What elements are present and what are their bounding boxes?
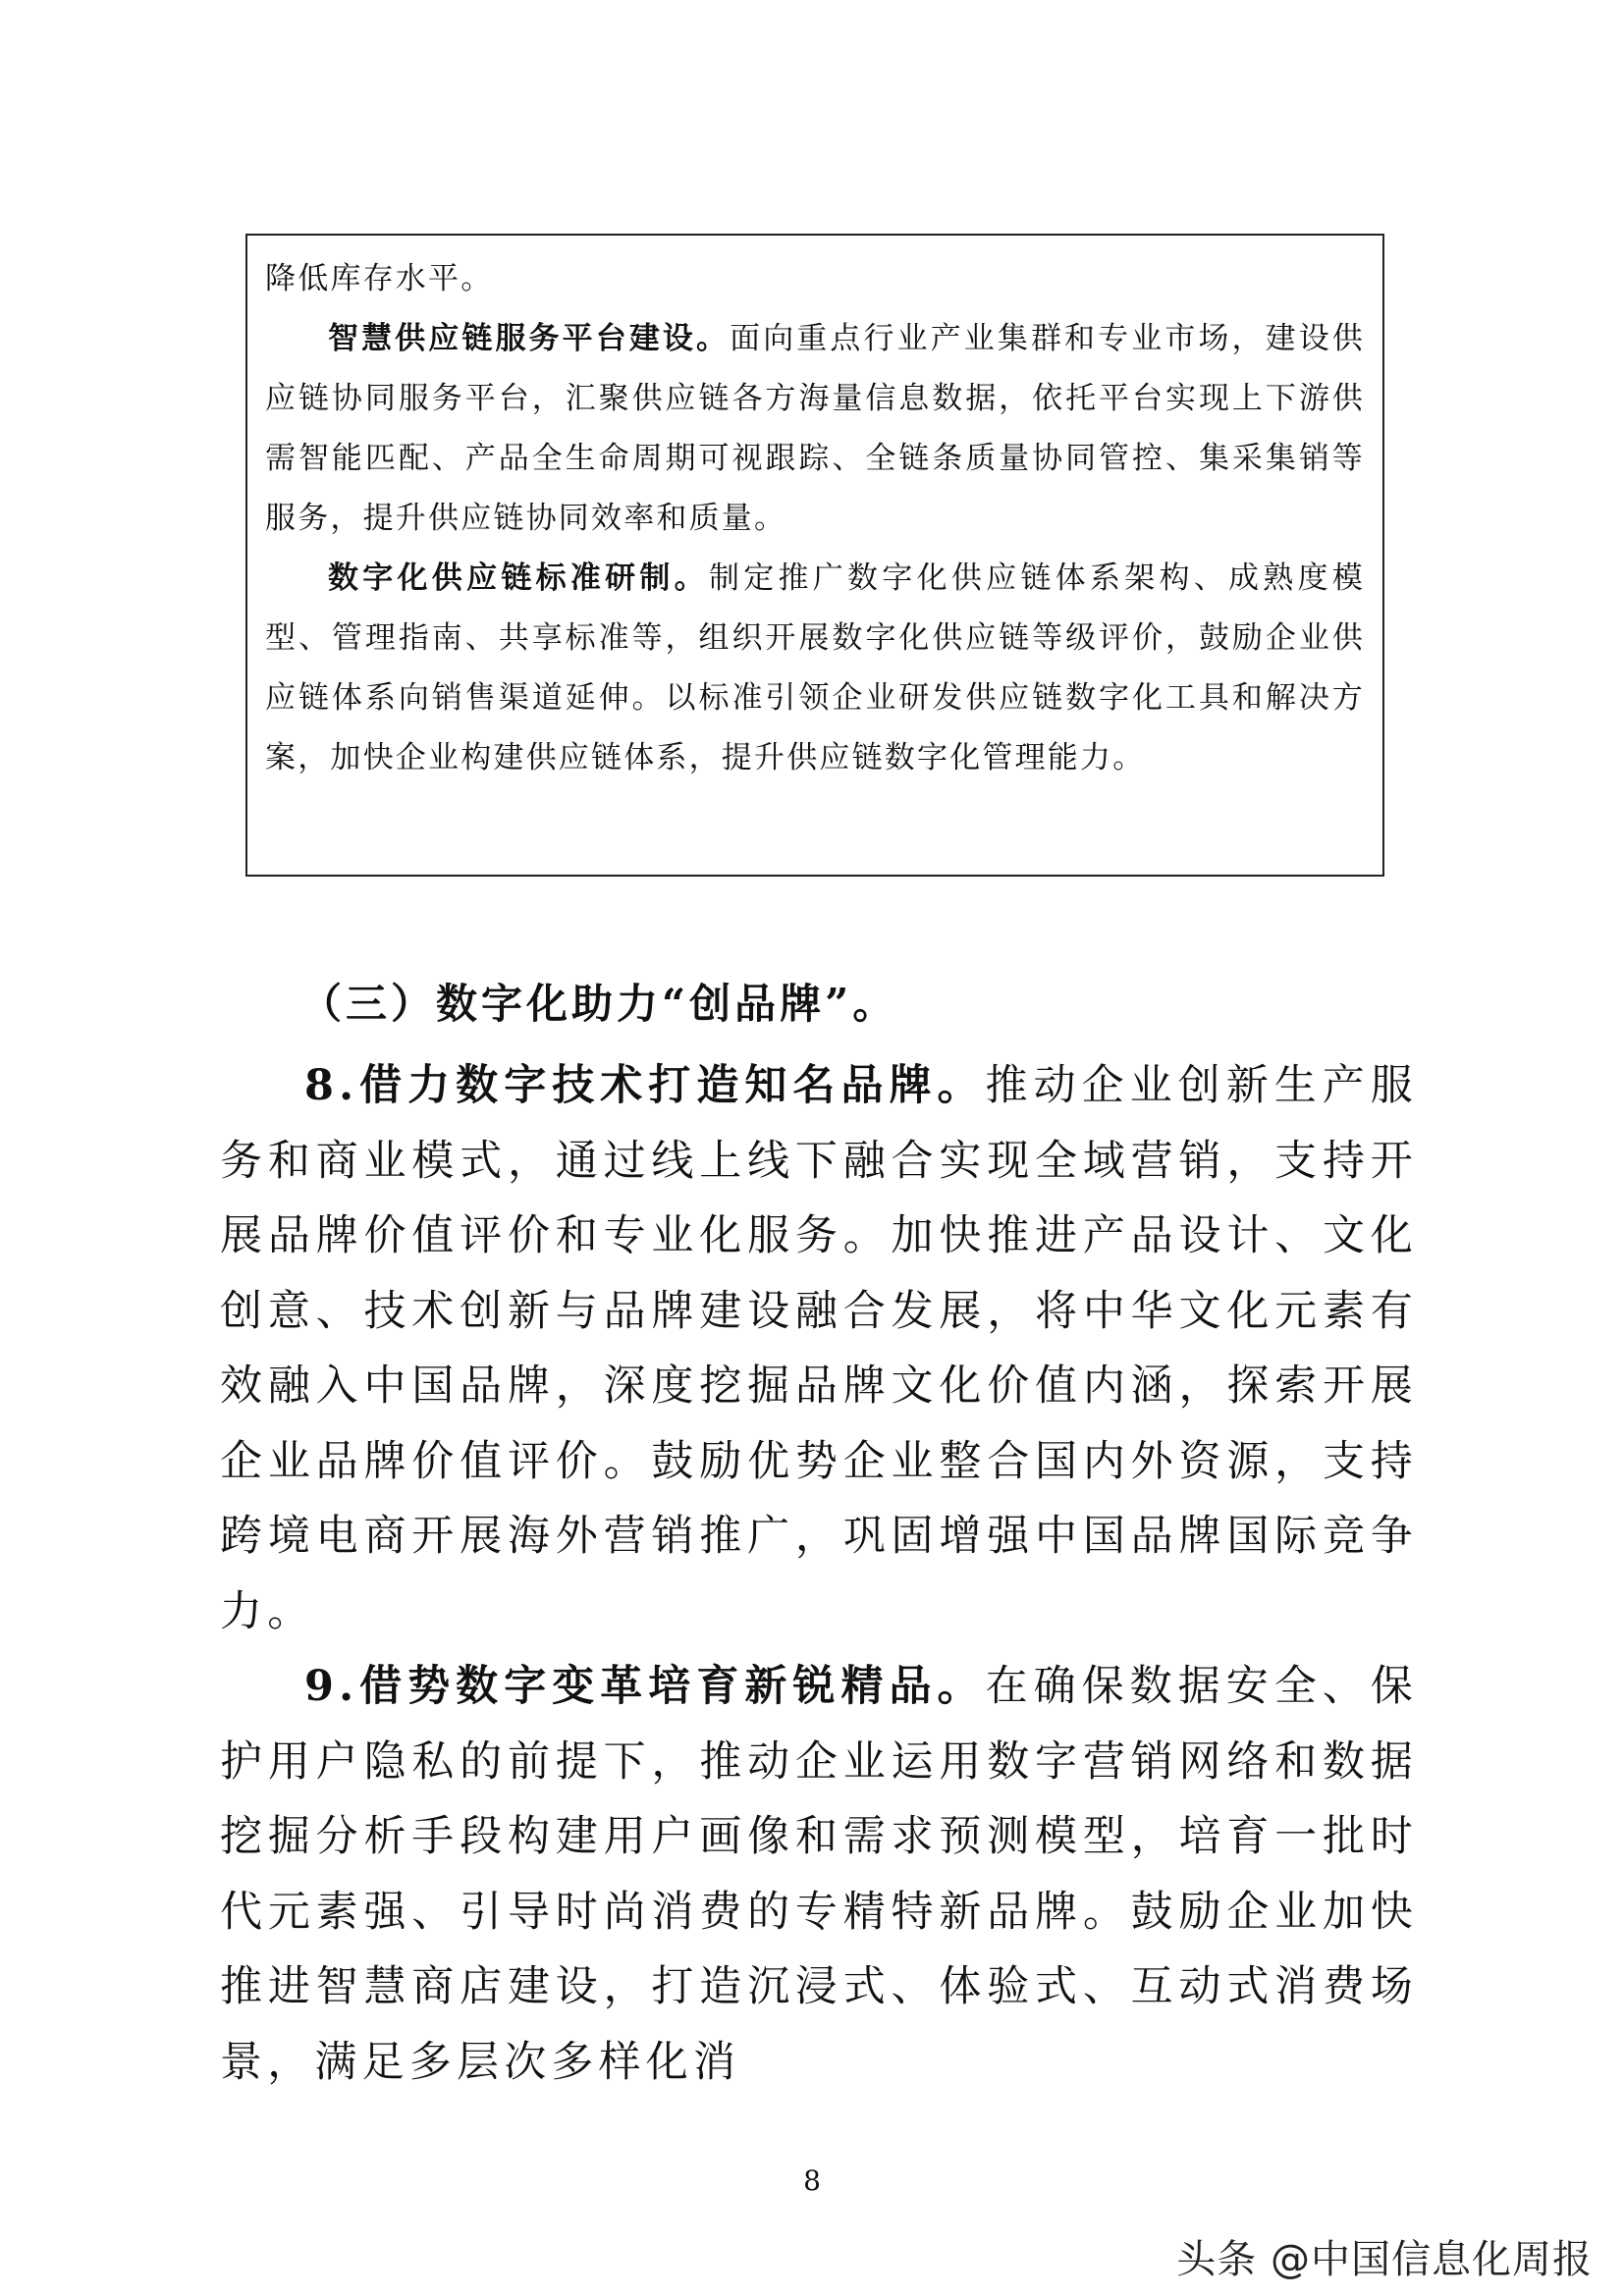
item-text: 推动企业创新生产服务和商业模式，通过线上线下融合实现全域营销，支持开展品牌价值评价和专业化服务。加快推进产品设计、文化创意、技术创新与品牌建设融合发展，将中华文化元素有效融入中国品牌，深度挖掘品牌文化价值内涵，探索开展企业品牌价值评价。鼓励优势企业整合国内外资源，支持跨境电商开展海外营销推广，巩固增强中国品牌国际竞争力。	[220, 1061, 1419, 1636]
box-paragraph-title: 智慧供应链服务平台建设。	[328, 321, 731, 356]
item-paragraph-8	[220, 1048, 1418, 1649]
body-text	[220, 1048, 1418, 2100]
item-title: 9.借势数字变革培育新锐精品。	[304, 1662, 986, 1711]
box-line-continuation: 降低库存水平。	[265, 261, 494, 296]
source-watermark: 头条 @中国信息化周报	[1176, 2237, 1593, 2282]
box-paragraph-text: 面向重点行业产业集群和专业市场，建设供应链协同服务平台，汇聚供应链各方海量信息数据，依托平台实现上下游供需智能匹配、产品全生命周期可视跟踪、全链条质量协同管控、集采集销等服务，提升供应链协同效率和质量。	[265, 321, 1365, 536]
item-text: 在确保数据安全、保护用户隐私的前提下，推动企业运用数字营销网络和数据挖掘分析手段构建用户画像和需求预测模型，培育一批时代元素强、引导时尚消费的专精特新品牌。鼓励企业加快推进智慧商店建设，打造沉浸式、体验式、互动式消费场景，满足多层次多样化消	[220, 1662, 1419, 2087]
box-paragraph-text: 制定推广数字化供应链体系架构、成熟度模型、管理指南、共享标准等，组织开展数字化供应链等级评价，鼓励企业供应链体系向销售渠道延伸。以标准引领企业研发供应链数字化工具和解决方案，加快企业构建供应链体系，提升供应链数字化管理能力。	[265, 561, 1365, 775]
box-paragraph-platform	[265, 309, 1365, 549]
section-heading: （三）数字化助力“创品牌”。	[300, 980, 898, 1028]
boxed-section	[245, 234, 1384, 877]
item-paragraph-9	[220, 1649, 1418, 2100]
item-title: 8.借力数字技术打造知名品牌。	[304, 1061, 986, 1110]
box-paragraph-title: 数字化供应链标准研制。	[328, 561, 709, 596]
page-number: 8	[803, 2164, 821, 2197]
box-paragraph-standards	[265, 549, 1365, 788]
